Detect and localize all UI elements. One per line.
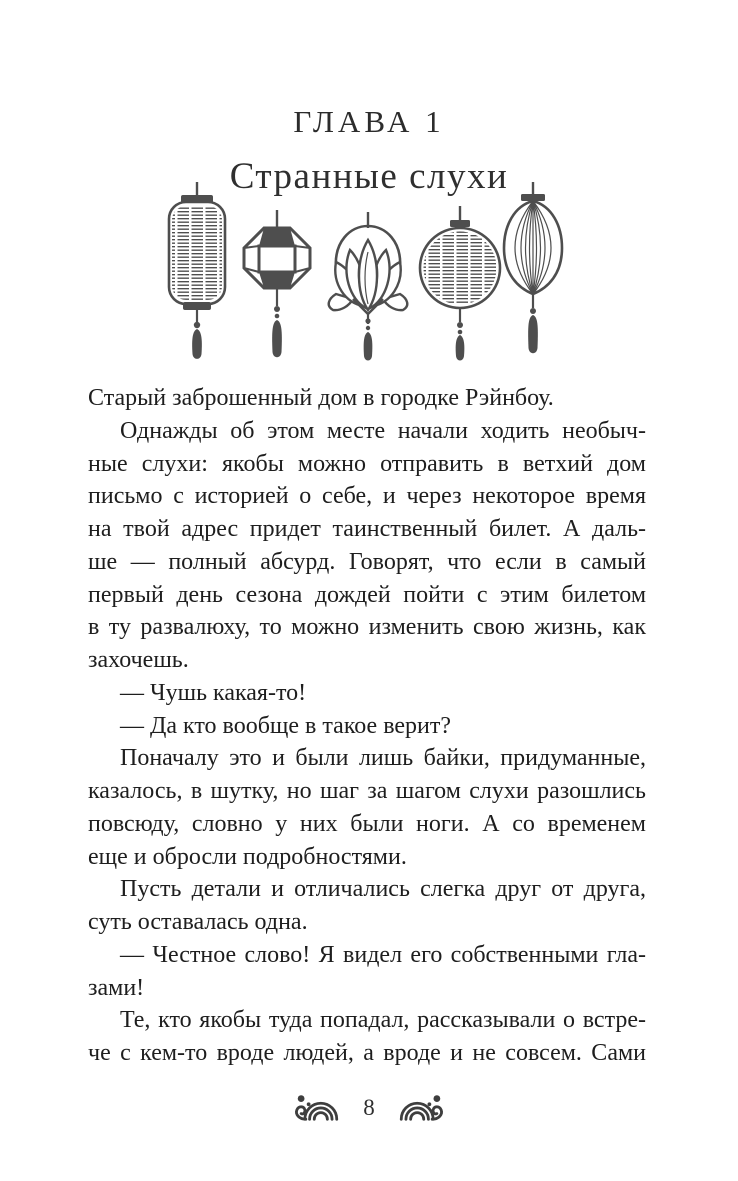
page-footer: [0, 1092, 738, 1122]
text-line: ные слухи: якобы можно отправить в ветхий дом: [88, 450, 646, 477]
round-lantern-icon: [418, 206, 502, 364]
text-line: письмо с историей о себе, и через некоторое время: [88, 483, 646, 510]
teardrop-lantern-icon: [500, 182, 566, 362]
text-line: на твой адрес придет таинственный билет. А даль-: [88, 516, 646, 542]
text-line: Те, кто якобы туда попадал, рассказывали о встре-: [120, 1007, 646, 1034]
flourish-left-icon: [293, 1092, 343, 1122]
text-line: — Честное слово! Я видел его собственными гла-: [120, 941, 646, 968]
octagonal-lantern-icon: [242, 210, 312, 364]
text-line: захочешь.: [88, 647, 189, 673]
flourish-right-icon: [395, 1092, 445, 1122]
text-line: в ту развалюху, то можно изменить свою жизнь, как: [88, 614, 646, 641]
text-line: че с кем-то вроде людей, а вроде и не совсем. Сами: [88, 1040, 646, 1066]
lotus-lantern-icon: [324, 212, 412, 364]
text-line: еще и обросли подробностями.: [88, 843, 407, 870]
text-line: — Чушь какая-то!: [120, 679, 307, 706]
text-line: Старый заброшенный дом в городке Рэйнбоу.: [88, 385, 554, 411]
cylinder-lantern-icon: [166, 182, 228, 364]
text-line: — Да кто вообще в такое верит?: [120, 712, 452, 739]
text-line: ше — полный абсурд. Говорят, что если в самый: [88, 548, 646, 575]
text-line: Однажды об этом месте начали ходить необыч-: [120, 417, 646, 444]
text-line: суть оставалась одна.: [88, 909, 308, 935]
text-line: казалось, в шутку, но шаг за шагом слухи разошлись: [88, 778, 646, 804]
text-line: первый день сезона дождей пойти с этим билетом: [88, 581, 646, 608]
chapter-heading: ГЛАВА 1: [293, 104, 445, 139]
body-text: [88, 382, 646, 1070]
page-number: 8: [363, 1094, 375, 1120]
text-line: Пусть детали и отличались слегка друг от друга,: [120, 876, 646, 903]
text-line: зами!: [88, 974, 145, 1001]
text-line: повсюду, словно у них были ноги. А со временем: [88, 810, 646, 837]
chapter-subtitle: Странные слухи: [229, 156, 509, 197]
text-line: Поначалу это и были лишь байки, придуманные,: [120, 745, 646, 772]
